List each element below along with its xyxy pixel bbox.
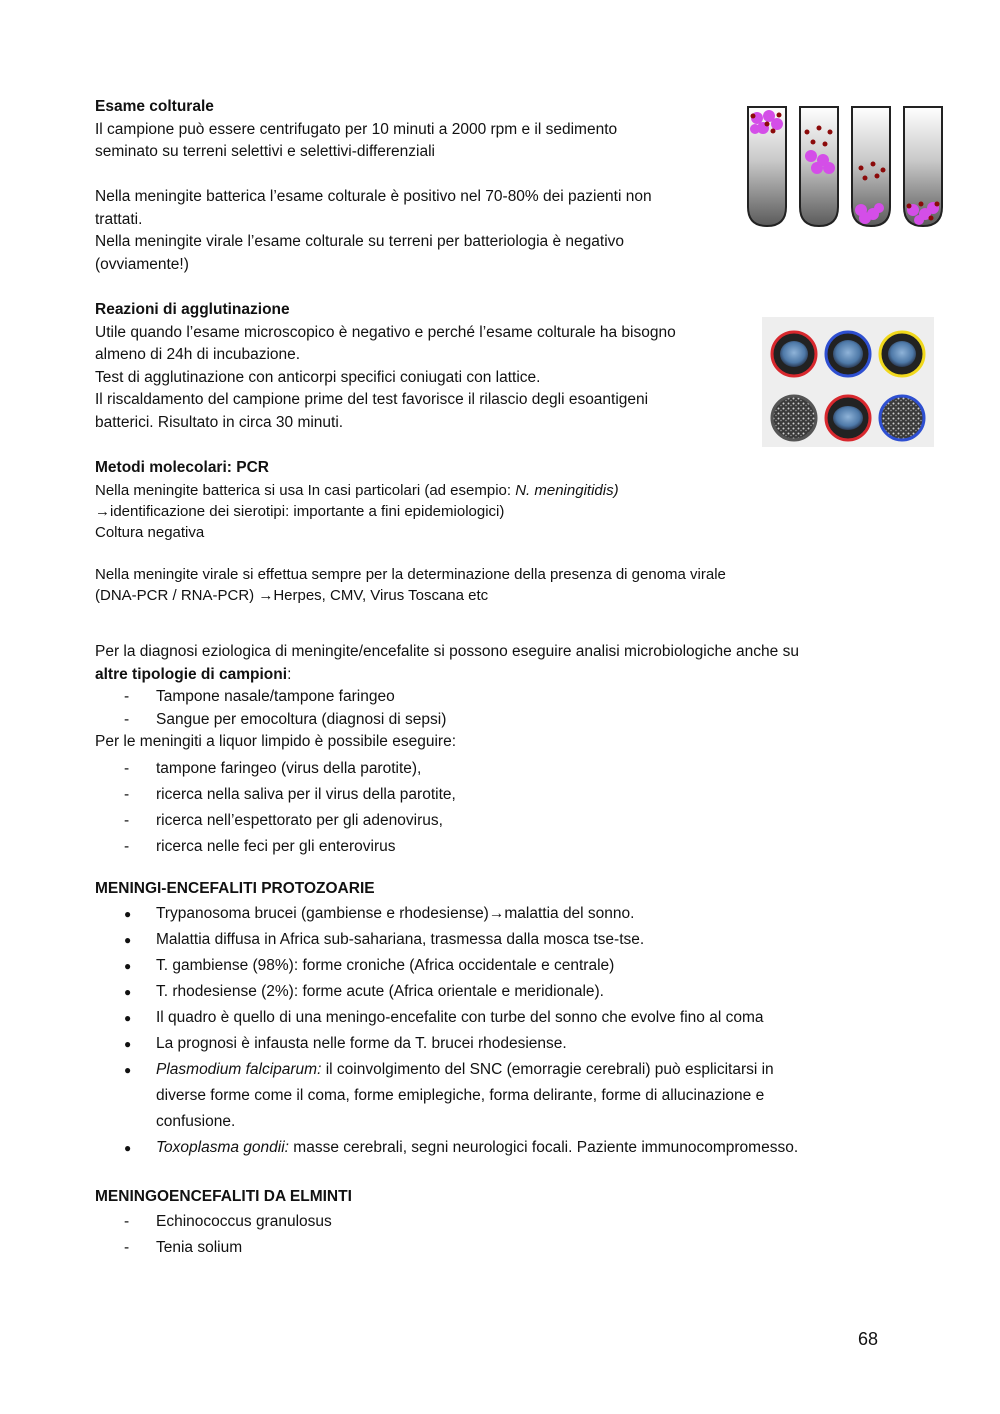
list-item: - Echinococcus granulosus <box>95 1209 352 1235</box>
agglutination-test-image <box>762 317 934 447</box>
agglutination-line: Test di agglutinazione con anticorpi specifici coniugati con lattice. <box>95 368 541 386</box>
helminths-heading: MENINGOENCEFALITI DA ELMINTI <box>95 1188 352 1205</box>
culture-line: (ovviamente!) <box>95 255 189 273</box>
centrifuge-tubes-image <box>745 104 947 230</box>
item-text: il coinvolgimento del SNC (emorragie cerebrali) può esplicitarsi in <box>321 1060 774 1078</box>
pcr-text: Nella meningite batterica si usa In casi particolari (ad esempio: <box>95 481 516 499</box>
list-item: ● T. gambiense (98%): forme croniche (Africa occidentale e centrale) <box>95 953 798 979</box>
agglutination-heading: Reazioni di agglutinazione <box>95 301 290 318</box>
arrow-icon: → <box>488 904 505 922</box>
list-item <box>95 1057 798 1135</box>
agglutination-line: batterici. Risultato in circa 30 minuti. <box>95 413 344 431</box>
other-samples-line <box>95 664 799 687</box>
list-item: - Tenia solium <box>95 1235 352 1261</box>
protozoa-heading: MENINGI-ENCEFALITI PROTOZOARIE <box>95 880 375 897</box>
clear-csf-intro: Per le meningiti a liquor limpido è possibile eseguire: <box>95 733 456 750</box>
protozoa-section <box>95 878 798 1161</box>
agglutination-line: almeno di 24h di incubazione. <box>95 346 301 363</box>
agglutination-line: Utile quando l’esame microscopico è negativo e perché l’esame colturale ha bisogno <box>95 323 676 341</box>
culture-line: seminato su terreni selettivi e selettivi-differenziali <box>95 143 436 160</box>
list-item: - ricerca nella saliva per il virus della parotite, <box>95 782 799 808</box>
list-item: - ricerca nell’espettorato per gli adenovirus, <box>95 808 799 834</box>
item-text: masse cerebrali, segni neurologici focali. Paziente immunocompromesso. <box>288 1138 799 1156</box>
list-item: - tampone faringeo (virus della parotite), <box>95 756 799 782</box>
culture-line: Nella meningite virale l’esame colturale su terreni per batteriologia è negativo <box>95 233 625 250</box>
list-item: ● Malattia diffusa in Africa sub-sahariana, trasmessa dalla mosca tse-tse. <box>95 927 798 953</box>
pcr-line <box>95 480 726 501</box>
other-samples-colon: : <box>287 665 292 683</box>
agglutination-section <box>95 299 676 434</box>
pcr-section <box>95 457 726 606</box>
item-text: confusione. <box>156 1112 236 1130</box>
organism-name: Toxoplasma gondii: <box>156 1138 289 1156</box>
pcr-organism: N. meningitidis) <box>515 481 619 499</box>
pcr-line: (DNA-PCR / RNA-PCR) →Herpes, CMV, Virus Toscana etc <box>95 586 489 604</box>
other-samples-section <box>95 641 799 860</box>
item-text: diverse forme come il coma, forme emiplegiche, forma delirante, forme di allucinazione e <box>156 1086 765 1104</box>
pcr-line: →identificazione dei sierotipi: importante a fini epidemiologici) <box>95 502 505 520</box>
organism-name: Plasmodium falciparum: <box>156 1060 322 1078</box>
culture-heading: Esame colturale <box>95 98 214 115</box>
list-item: - Sangue per emocoltura (diagnosi di sepsi) <box>95 709 799 732</box>
helminths-list <box>95 1209 352 1261</box>
page-number: 68 <box>858 1329 879 1349</box>
list-item: ● T. rhodesiense (2%): forme acute (Africa orientale e meridionale). <box>95 979 798 1005</box>
other-samples-list <box>95 686 799 731</box>
list-item: - Tampone nasale/tampone faringeo <box>95 686 799 709</box>
list-item <box>95 1135 798 1161</box>
list-item: ● La prognosi è infausta nelle forme da T. brucei rhodesiense. <box>95 1031 798 1057</box>
item-text: Trypanosoma brucei (gambiense e rhodesiense) <box>156 904 489 922</box>
culture-line: trattati. <box>95 210 143 228</box>
list-item: ● Il quadro è quello di una meningo-encefalite con turbe del sonno che evolve fino al coma <box>95 1005 798 1031</box>
culture-section <box>95 96 652 276</box>
culture-line: Il campione può essere centrifugato per 10 minuti a 2000 rpm e il sedimento <box>95 120 618 138</box>
list-item: - ricerca nelle feci per gli enterovirus <box>95 834 799 860</box>
culture-line: Nella meningite batterica l’esame colturale è positivo nel 70-80% dei pazienti non <box>95 188 652 205</box>
pcr-line: Coltura negativa <box>95 523 205 541</box>
other-samples-intro: Per la diagnosi eziologica di meningite/encefalite si possono eseguire analisi microbiologiche anche su <box>95 643 799 660</box>
list-item <box>95 901 798 927</box>
helminths-section <box>95 1186 352 1261</box>
agglutination-line: Il riscaldamento del campione prime del test favorisce il rilascio degli esoantigeni <box>95 391 649 408</box>
protozoa-list <box>95 901 798 1161</box>
pcr-heading: Metodi molecolari: PCR <box>95 459 269 476</box>
pcr-line: Nella meningite virale si effettua sempre per la determinazione della presenza di genoma virale <box>95 565 726 583</box>
clear-csf-list <box>95 756 799 860</box>
other-samples-bold: altre tipologie di campioni <box>95 665 288 683</box>
item-text: malattia del sonno. <box>504 904 635 922</box>
culture-line <box>95 164 652 187</box>
